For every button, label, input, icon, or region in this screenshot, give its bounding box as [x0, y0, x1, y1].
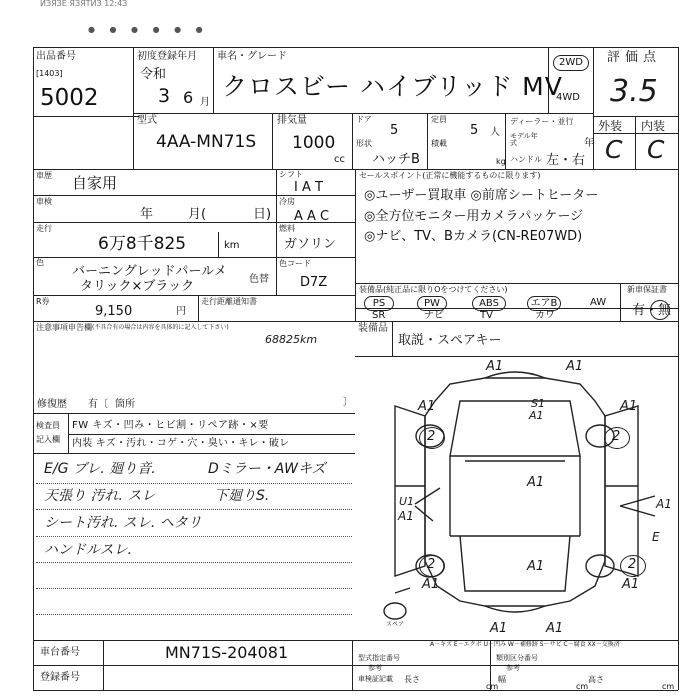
top-strip: ИЗЯЗЕ ЯЗЯТИЗ 12:4З [40, 0, 128, 8]
shape-value: ハッチB [372, 152, 420, 167]
ext-score: C [605, 135, 623, 164]
history-label: 車歴 [36, 171, 52, 180]
wheel-2-fr: 2 [612, 429, 621, 444]
mileage-label: 走行 [36, 224, 52, 233]
load-label: 積載 [431, 139, 447, 148]
fuel-value: ガソリン [284, 237, 337, 252]
notice-label: 注意事項申告欄 [36, 323, 92, 332]
mark-a1-rear-right: A1 [622, 577, 640, 592]
chassis-value: MN71S-204081 [165, 643, 289, 662]
inspector-label-1: 検査員 [36, 421, 60, 430]
width-label: 幅 [498, 675, 506, 684]
length-unit: cm [486, 682, 499, 691]
legend: A－キズ E－エクボ U－凹み W－補修跡 S－サビ C－腐食 XX－交換済 [430, 641, 620, 648]
mark-a1-rear: A1 [527, 559, 545, 574]
inspect-row-2: 内装 キズ・汚れ・コゲ・穴・臭い・キレ・破レ [72, 438, 290, 449]
lot-sub: [1403] [36, 69, 63, 78]
mark-a1-right-side: A1 [656, 497, 672, 511]
equipment-label: 装備品(純正品に限りOをつけてください) [359, 285, 508, 294]
mark-a1-rear-left: A1 [422, 577, 440, 592]
color-code: D7Z [300, 275, 328, 290]
width-unit: cm [576, 682, 589, 691]
model-value: 4AA-MN71S [156, 132, 257, 152]
note-4: ハンドルスレ. [44, 542, 133, 558]
equip-aw: AW [590, 297, 607, 308]
capacity-unit: 人 [490, 127, 500, 138]
accessories-value: 取説・スペアキー [398, 333, 502, 348]
mark-a1-front-right: A1 [566, 359, 584, 374]
spare-label: スペア [386, 621, 405, 628]
era: 令和 [140, 67, 167, 82]
inspection-year: 年 [140, 207, 154, 222]
inspection-label: 車検 [36, 197, 52, 206]
mark-a1-left-fender: A1 [418, 399, 436, 414]
recycle-unit: 円 [176, 306, 186, 317]
recycle-value: 9,150 [95, 304, 133, 319]
mark-e: E [652, 530, 660, 544]
color-change: 色替 [249, 274, 269, 285]
wheel-2-rl: 2 [427, 557, 436, 572]
wheel-2-fl: 2 [427, 429, 436, 444]
doors-value: 5 [390, 123, 399, 138]
equip-sr: SR [372, 310, 386, 321]
fuel-label: 燃料 [279, 224, 295, 233]
model-label: 型式 [137, 115, 157, 126]
mark-u1: U1 [399, 495, 415, 508]
car-name-label: 車名・グレード [217, 51, 287, 62]
ac-value: A A C [294, 209, 330, 224]
reg-year: 3 [158, 85, 171, 107]
mark-a1-right-fender: A1 [620, 399, 638, 414]
class-ref: 参考 [506, 664, 520, 672]
equip-tv: TV [480, 310, 493, 321]
doors-label: ドア [356, 115, 372, 124]
selected-circle [650, 300, 670, 320]
notice-sub: (不具合有の場合は内容を具体的に記入して下さい) [92, 324, 229, 331]
repair-label: 修復歴 [37, 399, 67, 410]
reg-month: 6 [183, 88, 194, 107]
chassis-label: 車台番号 [40, 647, 80, 658]
meter-value: 68825km [265, 333, 318, 346]
sales-point-3: ◎ナビ、TV、Bカメラ(CN-RE07WD) [364, 229, 583, 244]
handle-label: ハンドル [510, 155, 542, 164]
color-value-2: タリック×ブラック [80, 279, 195, 294]
repair-value: 有〔 [88, 399, 108, 410]
registration-label: 登録番号 [40, 672, 80, 683]
new-manual-value: 有・無 [632, 303, 672, 318]
new-manual-label: 新車保証書 [627, 285, 667, 294]
cc-unit: cc [334, 154, 345, 165]
history-value: 自家用 [72, 174, 118, 192]
color-label: 色 [36, 258, 44, 267]
note-right-1: Dミラー・AWキズ [208, 461, 326, 477]
lot-label: 出品番号 [36, 51, 76, 62]
drive-4wd: 4WD [556, 92, 580, 103]
repair-bracket: 〕 [343, 397, 353, 408]
displacement-value: 1000 [292, 133, 336, 153]
height-unit: cm [662, 682, 675, 691]
evaluation-label: 評価点 [607, 50, 662, 65]
int-score: C [647, 135, 665, 164]
sales-point-label: セールスポイント(正常に機能するものに限ります) [359, 171, 541, 180]
equip-leather: カワ [535, 310, 555, 321]
sales-point-2: ◎全方位モニター用カメラパッケージ [364, 209, 584, 224]
lot-number: 5002 [40, 85, 99, 111]
inspect-row-1: FW キズ・凹み・ヒビ割・リペア跡・×要 [72, 420, 269, 431]
mark-a1-roof: A1 [527, 475, 545, 490]
sales-point-1: ◎ユーザー買取車 ◎前席シートヒーター [364, 188, 599, 203]
recycle-label: R券 [36, 297, 50, 306]
class-label: 類別区分番号 [496, 654, 538, 662]
model-year-label: モデル年式 [510, 132, 538, 147]
mark-a1-hood: A1 [529, 409, 544, 422]
type-label: 型式指定番号 [358, 654, 400, 662]
wheel-2-rr: 2 [628, 557, 637, 572]
capacity-value: 5 [470, 123, 479, 138]
int-label: 内装 [641, 119, 666, 133]
displacement-label: 排気量 [277, 115, 307, 126]
inspection-day: 日) [253, 207, 272, 222]
dims-label: 車検証記載 [358, 675, 393, 683]
month-unit: 月 [200, 97, 210, 108]
year-unit: 年 [584, 138, 594, 149]
handle-value: 左・右 [546, 153, 586, 168]
height-label: 高さ [588, 675, 604, 684]
top-dots: ● ● ● ● ● ● [88, 25, 209, 34]
mark-a1-front-left: A1 [486, 359, 504, 374]
mark-a1-bumper-left: A1 [490, 621, 508, 636]
equip-pw: PW [417, 296, 447, 311]
meter-label: 走行距離通知書 [201, 297, 257, 306]
mileage-unit: km [224, 240, 240, 251]
type-ref: 参考 [368, 664, 382, 672]
first-reg-label: 初度登録年月 [137, 51, 197, 62]
shift-label: シフト [279, 170, 303, 179]
shift-value: I A T [294, 180, 323, 195]
shape-label: 形状 [356, 139, 372, 148]
note-2: 天張り 汚れ. スレ [44, 488, 156, 504]
dealer-label: ディーラー・並行 [510, 117, 574, 126]
note-right-2: 下廻りS. [214, 488, 270, 504]
equip-abs: ABS [472, 296, 506, 311]
load-unit: kg [496, 157, 506, 166]
ext-label: 外装 [598, 119, 623, 133]
car-name: クロスビー ハイブリッド MV [222, 72, 563, 101]
equip-navi: ナビ [424, 310, 444, 321]
capacity-label: 定員 [431, 115, 447, 124]
accessories-label: 装備品 [358, 323, 388, 334]
mark-a1-left-side: A1 [398, 509, 414, 523]
drive-2wd: 2WD [553, 55, 589, 71]
inspector-label-2: 記入欄 [36, 435, 60, 444]
inspection-month: 月( [188, 207, 207, 222]
mileage-value: 6万8千825 [98, 234, 187, 254]
mark-a1-bumper-right: A1 [546, 621, 564, 636]
equip-ps: PS [364, 296, 394, 311]
note-3: シート汚れ. スレ. ヘタリ [44, 515, 202, 531]
color-code-label: 色コード [279, 259, 311, 268]
repair-close: 箇所 [115, 399, 135, 410]
equip-airbag: エアB [527, 296, 561, 311]
note-1: E/G ブレ. 廻り音. [44, 461, 156, 477]
length-label: 長さ [404, 675, 420, 684]
mark-s1: S1 [531, 397, 545, 410]
evaluation-score: 3.5 [610, 74, 658, 109]
color-value-1: バーニングレッドパールメ [72, 264, 227, 279]
ac-label: 冷房 [279, 197, 295, 206]
